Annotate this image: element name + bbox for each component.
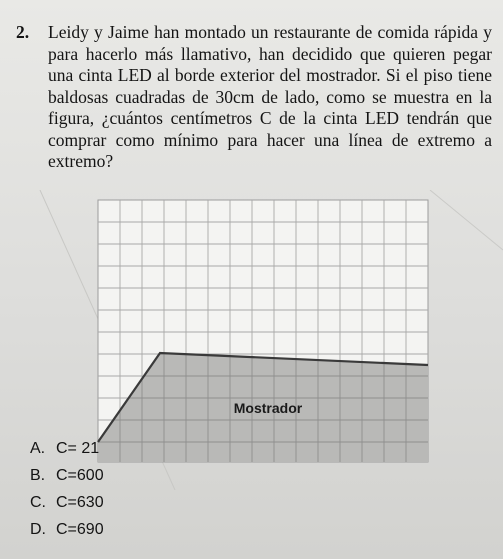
option-value: C=630: [56, 494, 104, 511]
option-letter: D.: [30, 521, 46, 538]
question-text: Leidy y Jaime han montado un restaurante de comida rápida y para hacerlo más llamativo, han decidido que quieren pegar una cinta LED al borde exterior del mostrador. Si el piso tiene baldosas cuadradas de 30cm de lado, como se muestra en la figura, ¿cuántos centímetros C de la cinta LED tendrán que comprar como mínimo para hacer una línea de extremo a extremo?: [48, 22, 492, 171]
option-c[interactable]: [30, 494, 104, 512]
option-d[interactable]: [30, 521, 104, 539]
option-value: C=690: [56, 521, 104, 538]
option-value: C=600: [56, 467, 104, 484]
option-b[interactable]: [30, 467, 104, 485]
option-letter: A.: [30, 440, 46, 457]
question-number: 2.: [16, 22, 30, 42]
option-value: C= 21: [56, 440, 100, 457]
option-a[interactable]: [30, 440, 99, 458]
option-letter: B.: [30, 467, 46, 484]
paper-fold-line: [430, 190, 503, 250]
counter-label: Mostrador: [233, 400, 303, 416]
option-letter: C.: [30, 494, 46, 511]
